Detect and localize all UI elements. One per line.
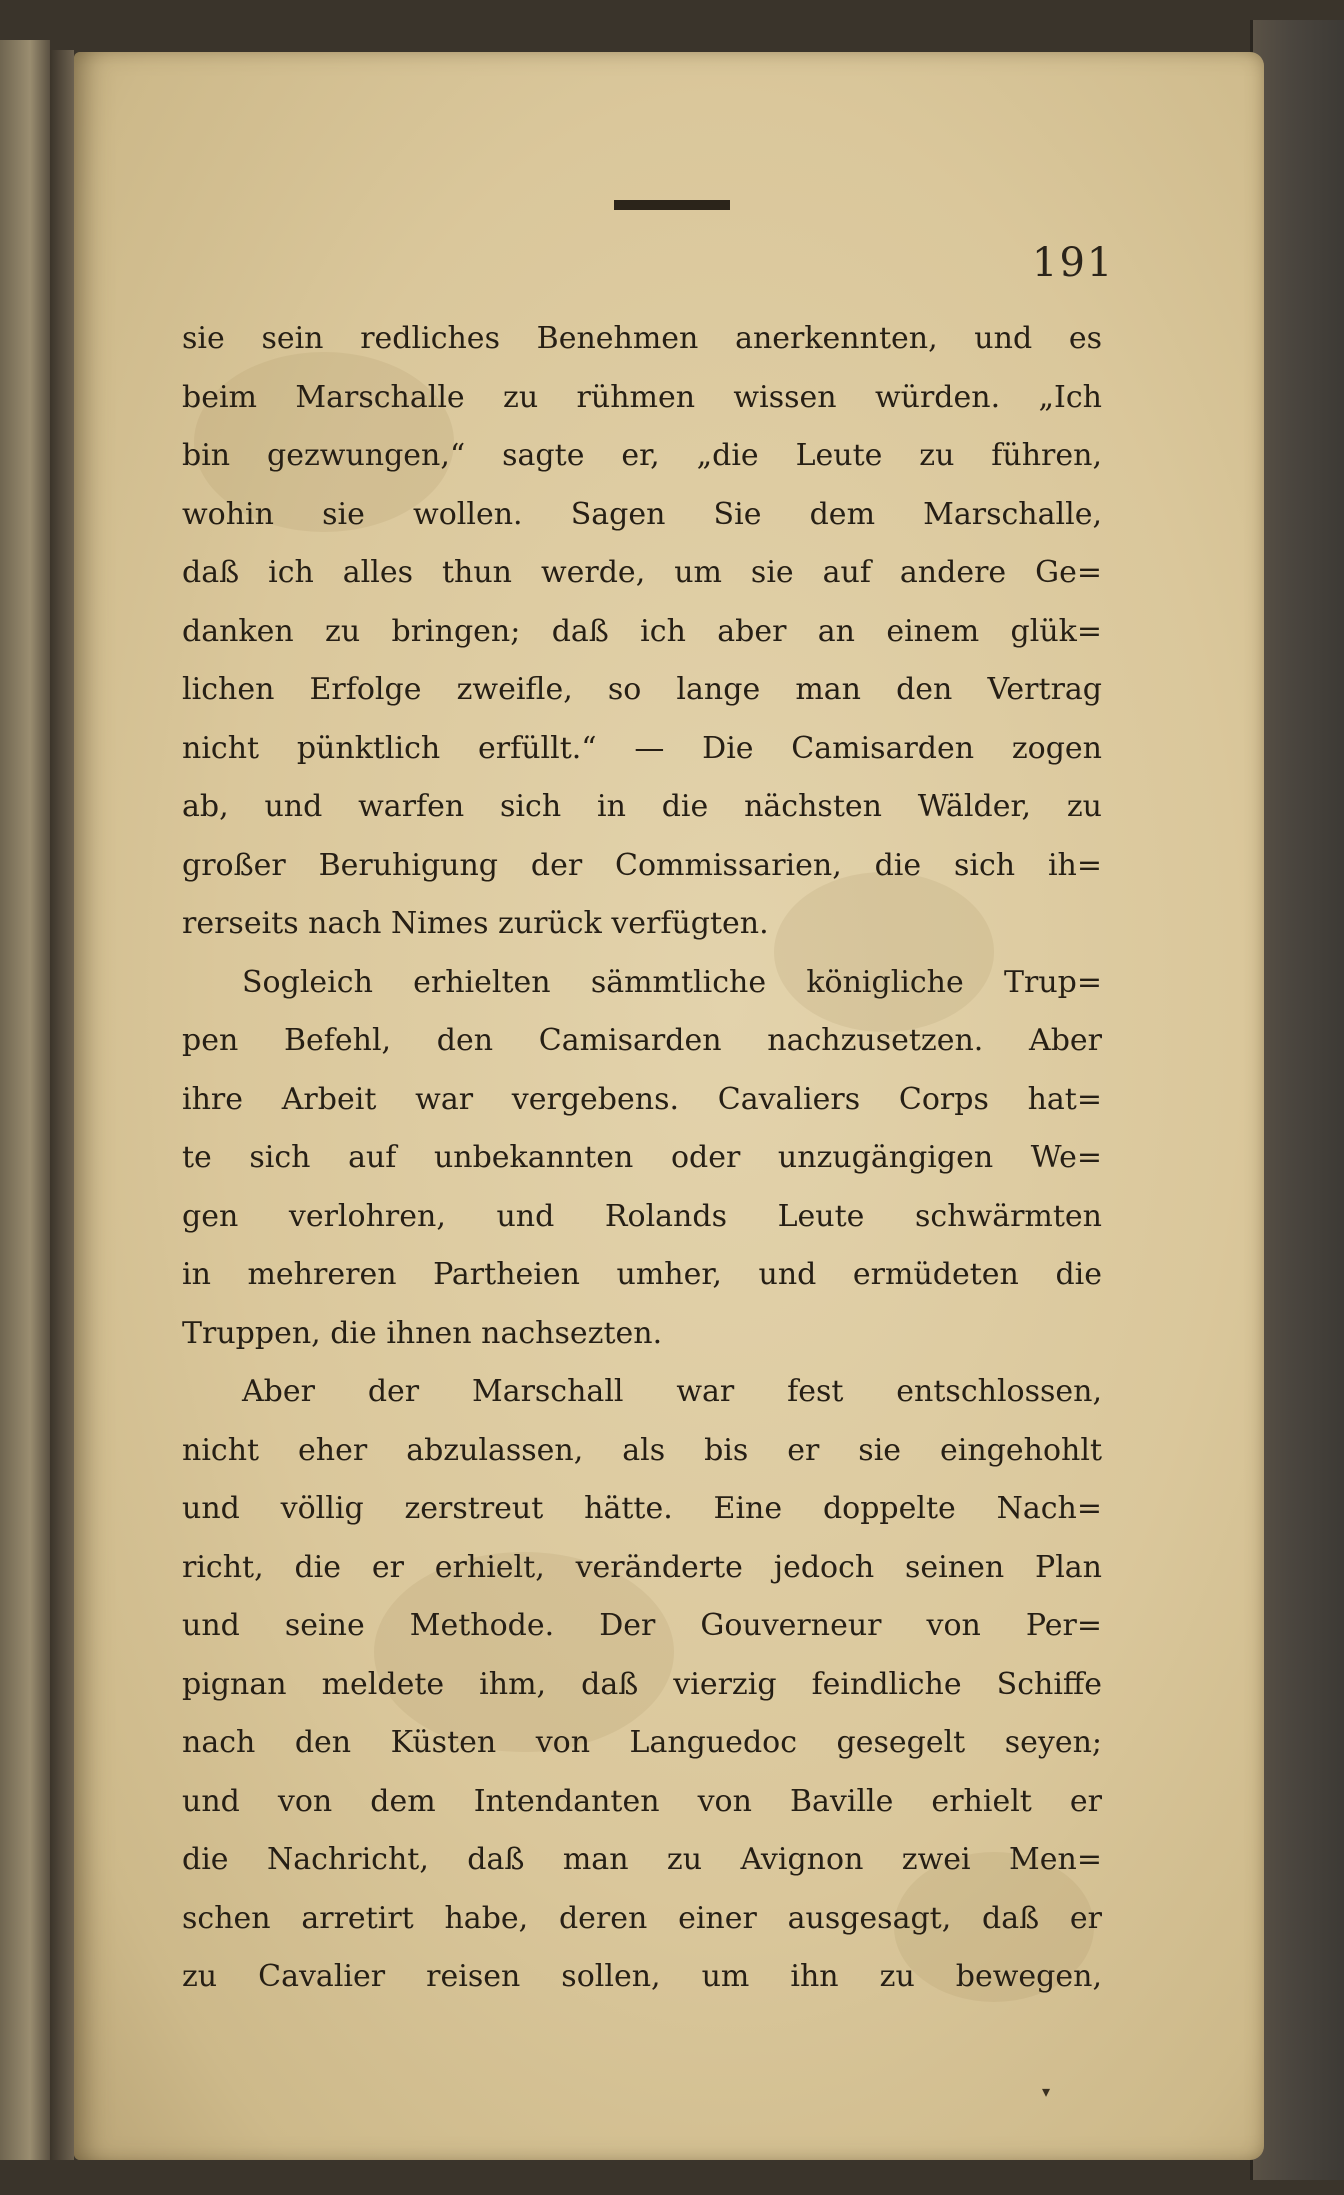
text-line: und seine Methode. Der Gouverneur von Per= <box>182 1608 1102 1643</box>
text-line: nicht eher abzulassen, als bis er sie eingehohlt <box>182 1432 1102 1468</box>
text-line: die Nachricht, daß man zu Avignon zwei Men= <box>182 1842 1102 1877</box>
text-line: wohin sie wollen. Sagen Sie dem Marschalle, <box>182 496 1102 532</box>
text-line: zu Cavalier reisen sollen, um ihn zu bewegen, <box>182 1959 1102 1994</box>
text-line: pignan meldete ihm, daß vierzig feindliche Schiffe <box>182 1666 1102 1702</box>
text-line: daß ich alles thun werde, um sie auf andere Ge= <box>182 555 1102 590</box>
body-text <box>182 310 1102 2007</box>
text-line: te sich auf unbekannten oder unzugängigen We= <box>182 1140 1102 1175</box>
margin-speck: ▾ <box>1042 2082 1051 2101</box>
text-line: bin gezwungen,“ sagte er, „die Leute zu führen, <box>182 438 1102 473</box>
text-line: richt, die er erhielt, veränderte jedoch seinen Plan <box>182 1549 1102 1585</box>
book-cover-edge <box>1250 20 1344 2180</box>
text-line: pen Befehl, den Camisarden nachzusetzen. Aber <box>182 1023 1102 1058</box>
text-line: lichen Erfolge zweifle, so lange man den Vertrag <box>182 672 1102 707</box>
text-line: und von dem Intendanten von Baville erhielt er <box>182 1783 1102 1819</box>
text-line: nach den Küsten von Languedoc gesegelt seyen; <box>182 1725 1102 1760</box>
text-line: und völlig zerstreut hätte. Eine doppelte Nach= <box>182 1491 1102 1526</box>
left-page-edge <box>0 40 50 2160</box>
text-line: sie sein redliches Benehmen anerkennten, und es <box>182 321 1102 356</box>
text-line: beim Marschalle zu rühmen wissen würden. „Ich <box>182 379 1102 415</box>
text-line: Aber der Marschall war fest entschlossen, <box>242 1374 1102 1409</box>
text-line: Sogleich erhielten sämmtliche königliche Trup= <box>242 964 1102 1000</box>
header-rule <box>614 200 730 210</box>
text-line: rerseits nach Nimes zurück verfügten. <box>182 906 769 941</box>
text-line: nicht pünktlich erfüllt.“ — Die Camisarden zogen <box>182 730 1102 766</box>
text-line: schen arretirt habe, deren einer ausgesagt, daß er <box>182 1900 1102 1936</box>
text-line: großer Beruhigung der Commissarien, die sich ih= <box>182 847 1102 883</box>
book-page <box>74 52 1264 2160</box>
text-line: danken zu bringen; daß ich aber an einem glük= <box>182 613 1102 649</box>
text-line: ihre Arbeit war vergebens. Cavaliers Corps hat= <box>182 1081 1102 1117</box>
text-line: gen verlohren, und Rolands Leute schwärmten <box>182 1198 1102 1234</box>
page-number: 191 <box>1032 240 1115 286</box>
text-line: in mehreren Partheien umher, und ermüdeten die <box>182 1257 1102 1292</box>
text-line: Truppen, die ihnen nachsezten. <box>182 1315 663 1351</box>
text-line: ab, und warfen sich in die nächsten Wälder, zu <box>182 789 1102 824</box>
book-gutter <box>50 50 74 2160</box>
